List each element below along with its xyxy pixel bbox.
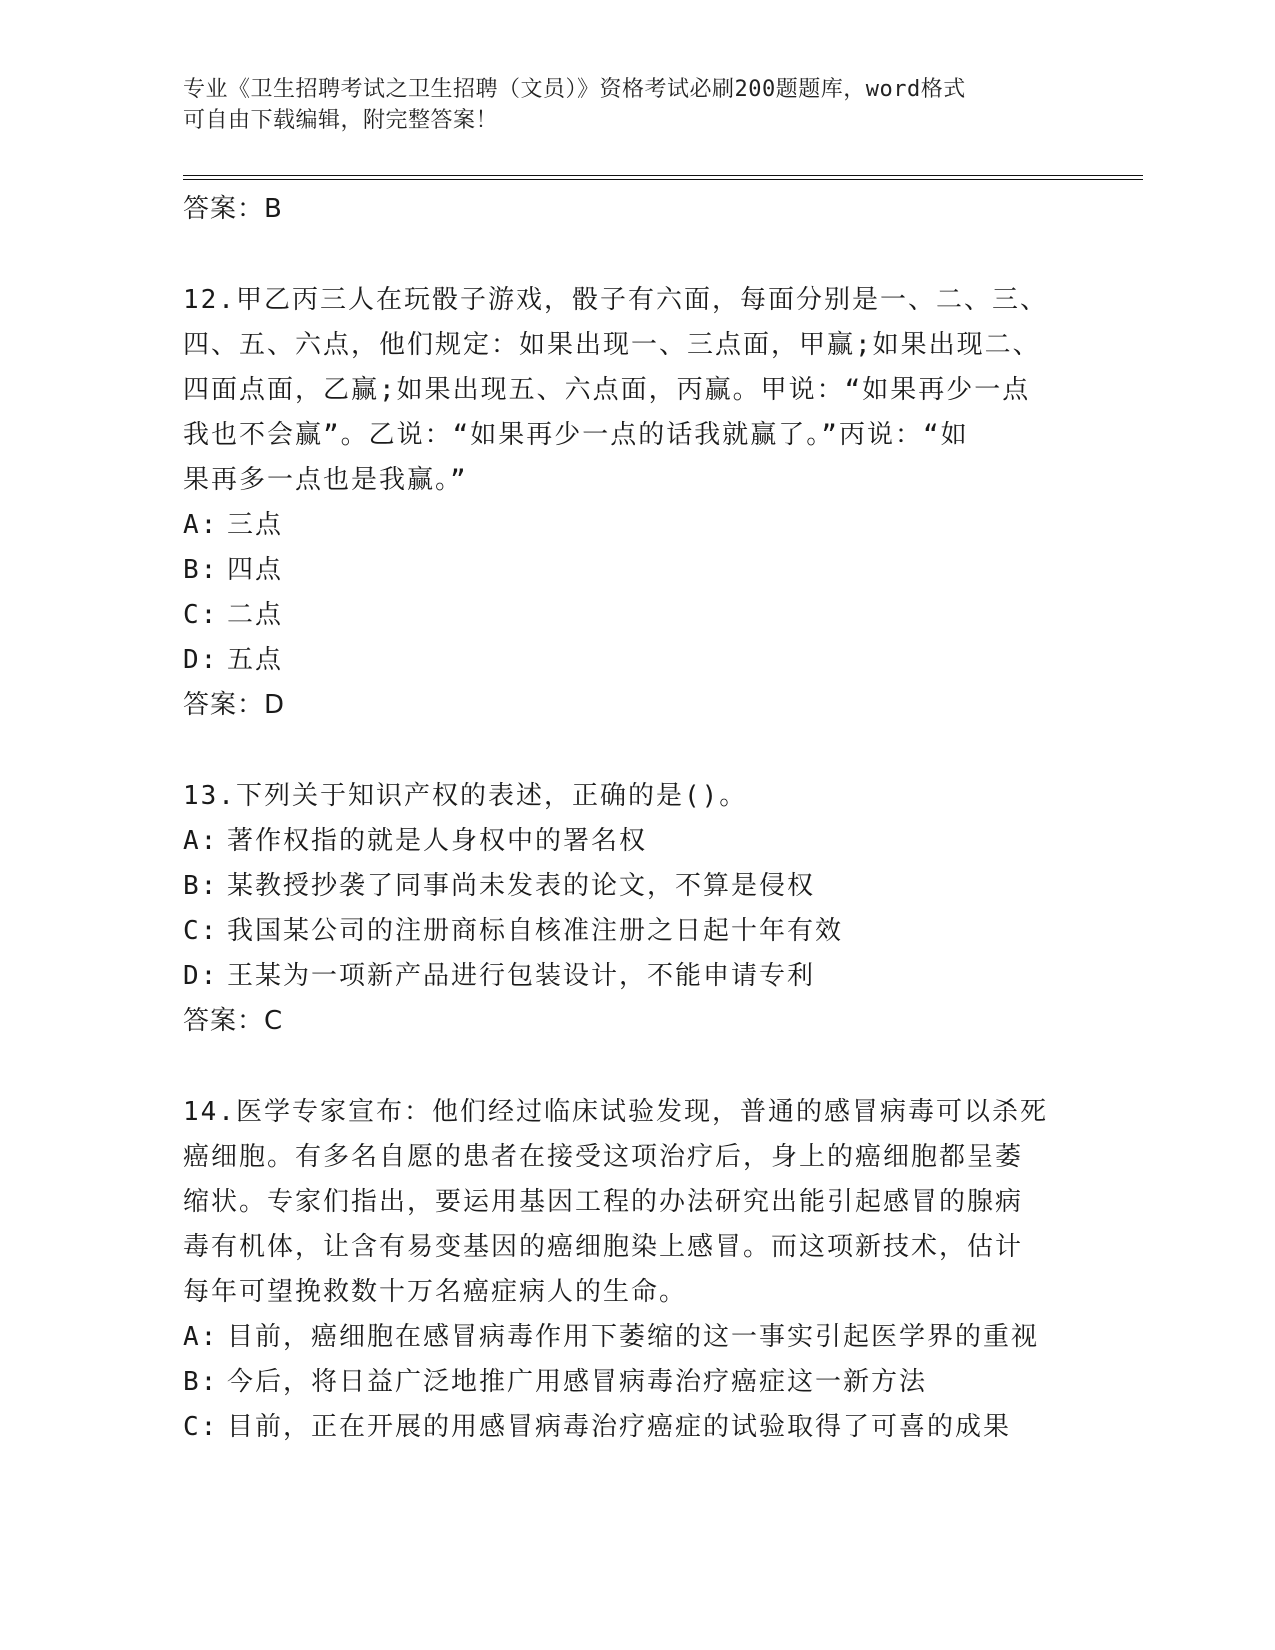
option-text: 今后，将日益广泛地推广用感冒病毒治疗癌症这一新方法: [227, 1367, 928, 1397]
option-c: [183, 1405, 1063, 1450]
option-a: [183, 1315, 1063, 1360]
spacer: [183, 1044, 1063, 1090]
option-text: 目前，正在开展的用感冒病毒治疗癌症的试验取得了可喜的成果: [227, 1412, 1012, 1442]
option-a: [183, 819, 1063, 864]
option-b: [183, 1360, 1063, 1405]
option-key: D:: [183, 961, 219, 991]
option-b: [183, 548, 1063, 593]
header-title-line-2: 可自由下载编辑，附完整答案！: [183, 108, 499, 133]
option-key: C:: [183, 1412, 219, 1442]
option-key: B:: [183, 555, 219, 585]
question-text-line: 四面点面，乙赢;如果出现五、六点面，丙赢。甲说：“如果再少一点: [183, 375, 1031, 405]
option-key: C:: [183, 600, 219, 630]
document-body: [183, 187, 1063, 1450]
question-text-line: 毒有机体，让含有易变基因的癌细胞染上感冒。而这项新技术，估计: [183, 1232, 1024, 1262]
spacer: [183, 728, 1063, 774]
question-text-line: 缩状。专家们指出，要运用基因工程的办法研究出能引起感冒的腺病: [183, 1187, 1024, 1217]
question-text-line: 每年可望挽救数十万名癌症病人的生命。: [183, 1277, 688, 1307]
question-12: [183, 278, 1063, 728]
question-text-line: 14.医学专家宣布：他们经过临床试验发现，普通的感冒病毒可以杀死: [183, 1097, 1048, 1127]
option-key: B:: [183, 1367, 219, 1397]
question-13: [183, 774, 1063, 1044]
option-text: 我国某公司的注册商标自核准注册之日起十年有效: [227, 916, 844, 946]
question-text-line: 癌细胞。有多名自愿的患者在接受这项治疗后，身上的癌细胞都呈萎: [183, 1142, 1024, 1172]
question-text-line: 四、五、六点，他们规定：如果出现一、三点面，甲赢;如果出现二、: [183, 330, 1041, 360]
option-text: 三点: [227, 510, 284, 540]
question-text-line: 12.甲乙丙三人在玩骰子游戏，骰子有六面，每面分别是一、二、三、: [183, 285, 1048, 315]
option-key: A:: [183, 510, 219, 540]
page-header: [183, 74, 1083, 136]
header-title-line-1: 专业《卫生招聘考试之卫生招聘（文员）》资格考试必刷200题题库，word格式: [183, 77, 966, 102]
option-text: 某教授抄袭了同事尚未发表的论文，不算是侵权: [227, 871, 816, 901]
question-text-line: 13.下列关于知识产权的表述，正确的是()。: [183, 781, 748, 811]
option-text: 二点: [227, 600, 284, 630]
option-text: 四点: [227, 555, 284, 585]
answer-q12: 答案：D: [183, 690, 286, 720]
question-text-line: 我也不会赢”。乙说：“如果再少一点的话我就赢了。”丙说：“如: [183, 420, 969, 450]
answer-q13: 答案：C: [183, 1006, 284, 1036]
option-d: [183, 638, 1063, 683]
option-text: 目前，癌细胞在感冒病毒作用下萎缩的这一事实引起医学界的重视: [227, 1322, 1040, 1352]
option-key: C:: [183, 916, 219, 946]
question-text-line: 果再多一点也是我赢。”: [183, 465, 468, 495]
option-key: A:: [183, 1322, 219, 1352]
option-c: [183, 909, 1063, 954]
option-text: 五点: [227, 645, 284, 675]
spacer: [183, 232, 1063, 278]
option-c: [183, 593, 1063, 638]
answer-q11: 答案：B: [183, 194, 283, 224]
option-text: 著作权指的就是人身权中的署名权: [227, 826, 648, 856]
header-divider: [183, 175, 1143, 180]
option-key: B:: [183, 871, 219, 901]
option-d: [183, 954, 1063, 999]
option-key: A:: [183, 826, 219, 856]
option-text: 王某为一项新产品进行包装设计，不能申请专利: [227, 961, 816, 991]
option-key: D:: [183, 645, 219, 675]
option-a: [183, 503, 1063, 548]
option-b: [183, 864, 1063, 909]
question-14: [183, 1090, 1063, 1450]
